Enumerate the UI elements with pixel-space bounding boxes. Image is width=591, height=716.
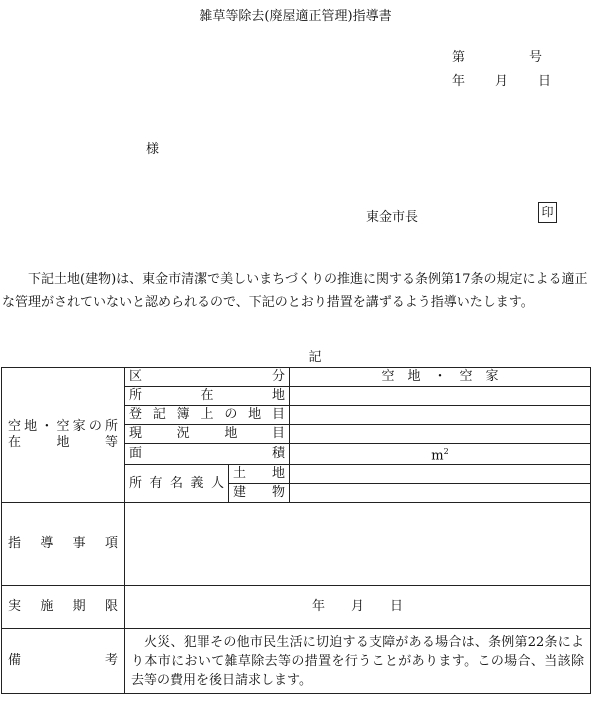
location-header-line2: 在 地 等	[8, 435, 118, 451]
current-category-label: 現況地目	[125, 425, 290, 444]
owner-land-label: 土地	[229, 465, 290, 484]
issuer-name: 東金市長	[366, 210, 419, 225]
date-month: 月	[495, 74, 509, 89]
registered-category-value-cell	[290, 406, 591, 425]
category-value: 空 地 ・ 空 家	[290, 368, 591, 387]
deadline-label: 実施期限	[2, 586, 125, 629]
ki-heading: 記	[308, 350, 322, 365]
table-row	[2, 629, 591, 694]
date-day: 日	[538, 74, 552, 89]
guidance-form-table	[1, 367, 591, 694]
guidance-label: 指導事項	[2, 503, 125, 586]
registered-category-label: 登記簿上の地目	[125, 406, 290, 425]
document-date	[452, 70, 551, 89]
owner-label: 所有名義人	[125, 465, 229, 503]
addressee-honorific: 様	[146, 142, 160, 157]
owner-land-value-cell	[290, 465, 591, 484]
area-unit: m	[431, 448, 444, 464]
remarks-label: 備考	[2, 629, 125, 694]
deadline-value: 年 月 日	[125, 586, 591, 629]
date-year: 年	[452, 74, 466, 89]
owner-building-value-cell	[290, 484, 591, 503]
location-header-cell	[2, 368, 125, 503]
owner-building-label: 建物	[229, 484, 290, 503]
category-label: 区分	[125, 368, 290, 387]
area-value-cell	[290, 444, 591, 465]
current-category-value-cell	[290, 425, 591, 444]
document-number	[452, 46, 542, 65]
location-header-line1: 空地・空家の所	[8, 419, 118, 435]
seal-mark: 印	[538, 202, 557, 223]
address-value-cell	[290, 387, 591, 406]
number-prefix: 第	[452, 50, 466, 65]
document-title: 雑草等除去(廃屋適正管理)指導書	[199, 9, 392, 24]
table-row	[2, 368, 591, 387]
body-paragraph: 下記土地(建物)は、東金市清潔で美しいまちづくりの推進に関する条例第17条の規定による適正な管理がされていないと認められるので、下記のとおり措置を講ずるよう指導いたします。	[2, 272, 588, 310]
number-suffix: 号	[529, 50, 543, 65]
table-row	[2, 586, 591, 629]
table-row	[2, 503, 591, 586]
address-label: 所在地	[125, 387, 290, 406]
remarks-text: 火災、犯罪その他市民生活に切迫する支障がある場合は、条例第22条により本市において雑草除去等の措置を行うことがあります。この場合、当該除去等の費用を後日請求します。	[125, 629, 591, 694]
area-unit-superscript: 2	[443, 447, 449, 456]
guidance-value-cell	[125, 503, 591, 586]
area-label: 面積	[125, 444, 290, 465]
